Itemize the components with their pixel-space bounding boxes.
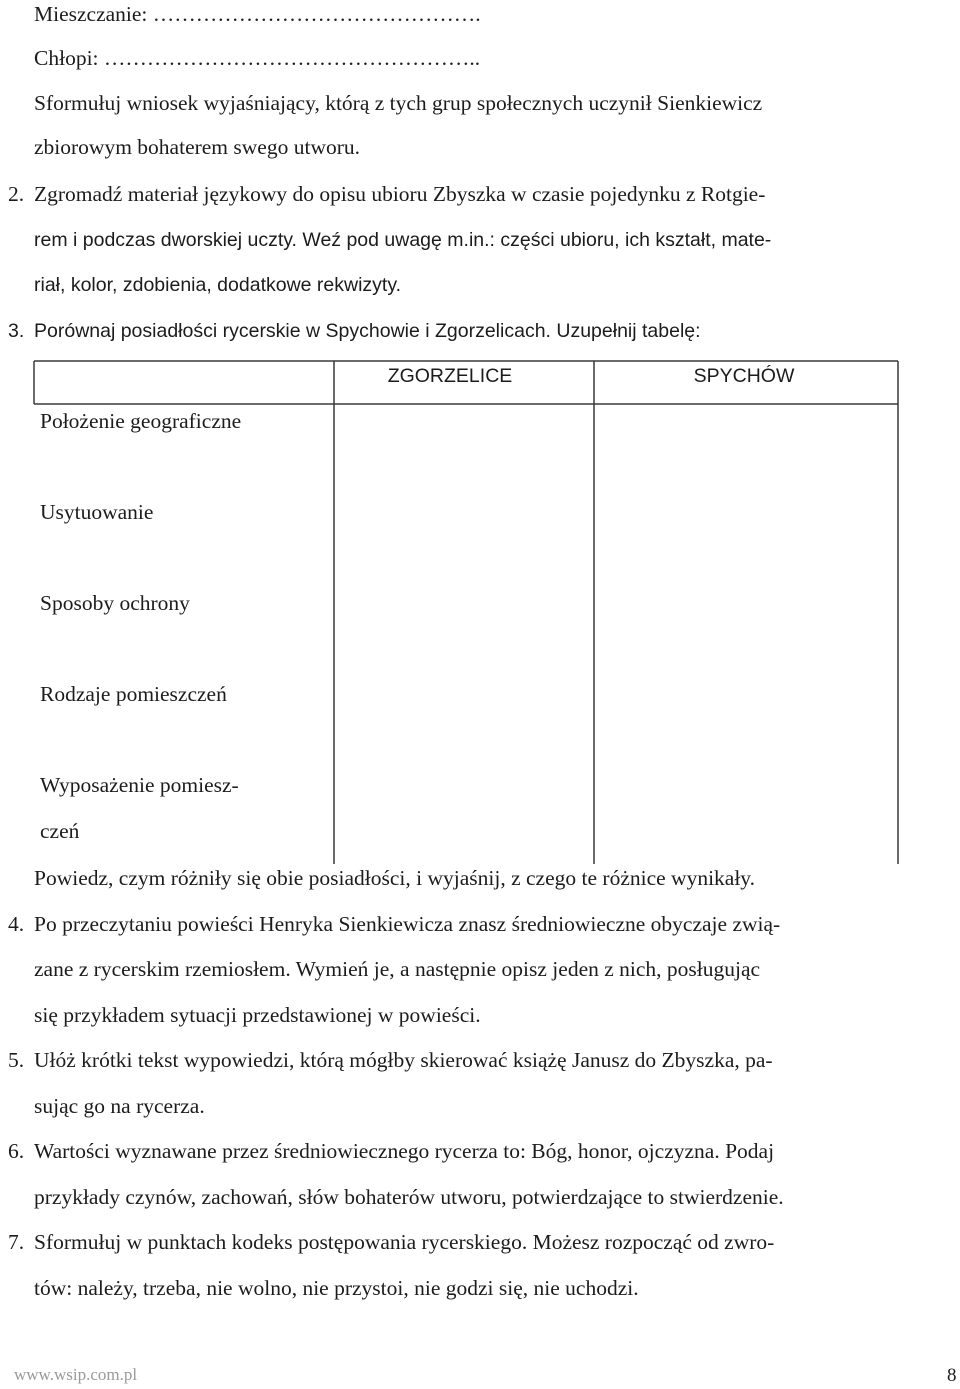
mieszczanie-text: Mieszczanie: ……………………………………….: [34, 2, 481, 26]
row-label-usytuowanie: Usytuowanie: [40, 500, 154, 524]
q2-text-2: rem i podczas dworskiej uczty. Weź pod uwagę m.in.: części ubioru, ich kształt, mate-: [34, 229, 772, 251]
q1-conclusion-text-2: zbiorowym bohaterem swego utworu.: [34, 135, 361, 159]
row-label-wyposazenie-1: Wyposażenie pomiesz-: [40, 773, 239, 797]
q6-number: 6.: [8, 1139, 25, 1163]
row-label-sposoby-ochrony: Sposoby ochrony: [40, 591, 190, 615]
q2-text-3: riał, kolor, zdobienia, dodatkowe rekwizyty.: [34, 274, 402, 296]
after-table-text: Powiedz, czym różniły się obie posiadłości, i wyjaśnij, z czego te różnice wynikały.: [34, 866, 756, 890]
q4-text-2: zane z rycerskim rzemiosłem. Wymień je, a następnie opisz jeden z nich, posługując: [34, 957, 761, 981]
q5-text-1: Ułóż krótki tekst wypowiedzi, którą mógłby skierować książę Janusz do Zbyszka, pa-: [34, 1048, 773, 1072]
row-label-polozenie: Położenie geograficzne: [40, 409, 242, 433]
q4-text-1: Po przeczytaniu powieści Henryka Sienkiewicza znasz średniowieczne obyczaje zwią-: [34, 912, 781, 936]
chlopi-text: Chłopi: ……………………………………………..: [34, 46, 481, 70]
q1-conclusion-text-1: Sformułuj wniosek wyjaśniający, którą z tych grup społecznych uczynił Sienkiewicz: [34, 91, 763, 115]
q5-text-2: sując go na rycerza.: [34, 1094, 205, 1118]
page-number: 8: [947, 1365, 957, 1386]
q3-number: 3.: [8, 320, 25, 342]
q2-number: 2.: [8, 182, 25, 206]
q6-text-1: Wartości wyznawane przez średniowiecznego rycerza to: Bóg, honor, ojczyzna. Podaj: [34, 1139, 775, 1163]
footer-url: www.wsip.com.pl: [14, 1365, 138, 1384]
q7-number: 7.: [8, 1230, 25, 1254]
q6-text-2: przykłady czynów, zachowań, słów bohaterów utworu, potwierdzające to stwierdzenie.: [34, 1185, 784, 1209]
q2-text-1: Zgromadź materiał językowy do opisu ubioru Zbyszka w czasie pojedynku z Rotgie-: [34, 182, 766, 206]
table-header-zgorzelice: ZGORZELICE: [387, 365, 513, 387]
q7-text-2: tów: należy, trzeba, nie wolno, nie przystoi, nie godzi się, nie uchodzi.: [34, 1276, 639, 1300]
q4-number: 4.: [8, 912, 25, 936]
table-header-spychow: SPYCHÓW: [693, 365, 795, 387]
row-label-rodzaje-pomieszczen: Rodzaje pomieszczeń: [40, 682, 227, 706]
q5-number: 5.: [8, 1048, 25, 1072]
row-label-wyposazenie-2: czeń: [40, 819, 80, 843]
q4-text-3: się przykładem sytuacji przedstawionej w powieści.: [34, 1003, 481, 1027]
q3-text-1: Porównaj posiadłości rycerskie w Spychowie i Zgorzelicach. Uzupełnij tabelę:: [34, 320, 701, 342]
q7-text-1: Sformułuj w punktach kodeks postępowania rycerskiego. Możesz rozpocząć od zwro-: [34, 1230, 775, 1254]
